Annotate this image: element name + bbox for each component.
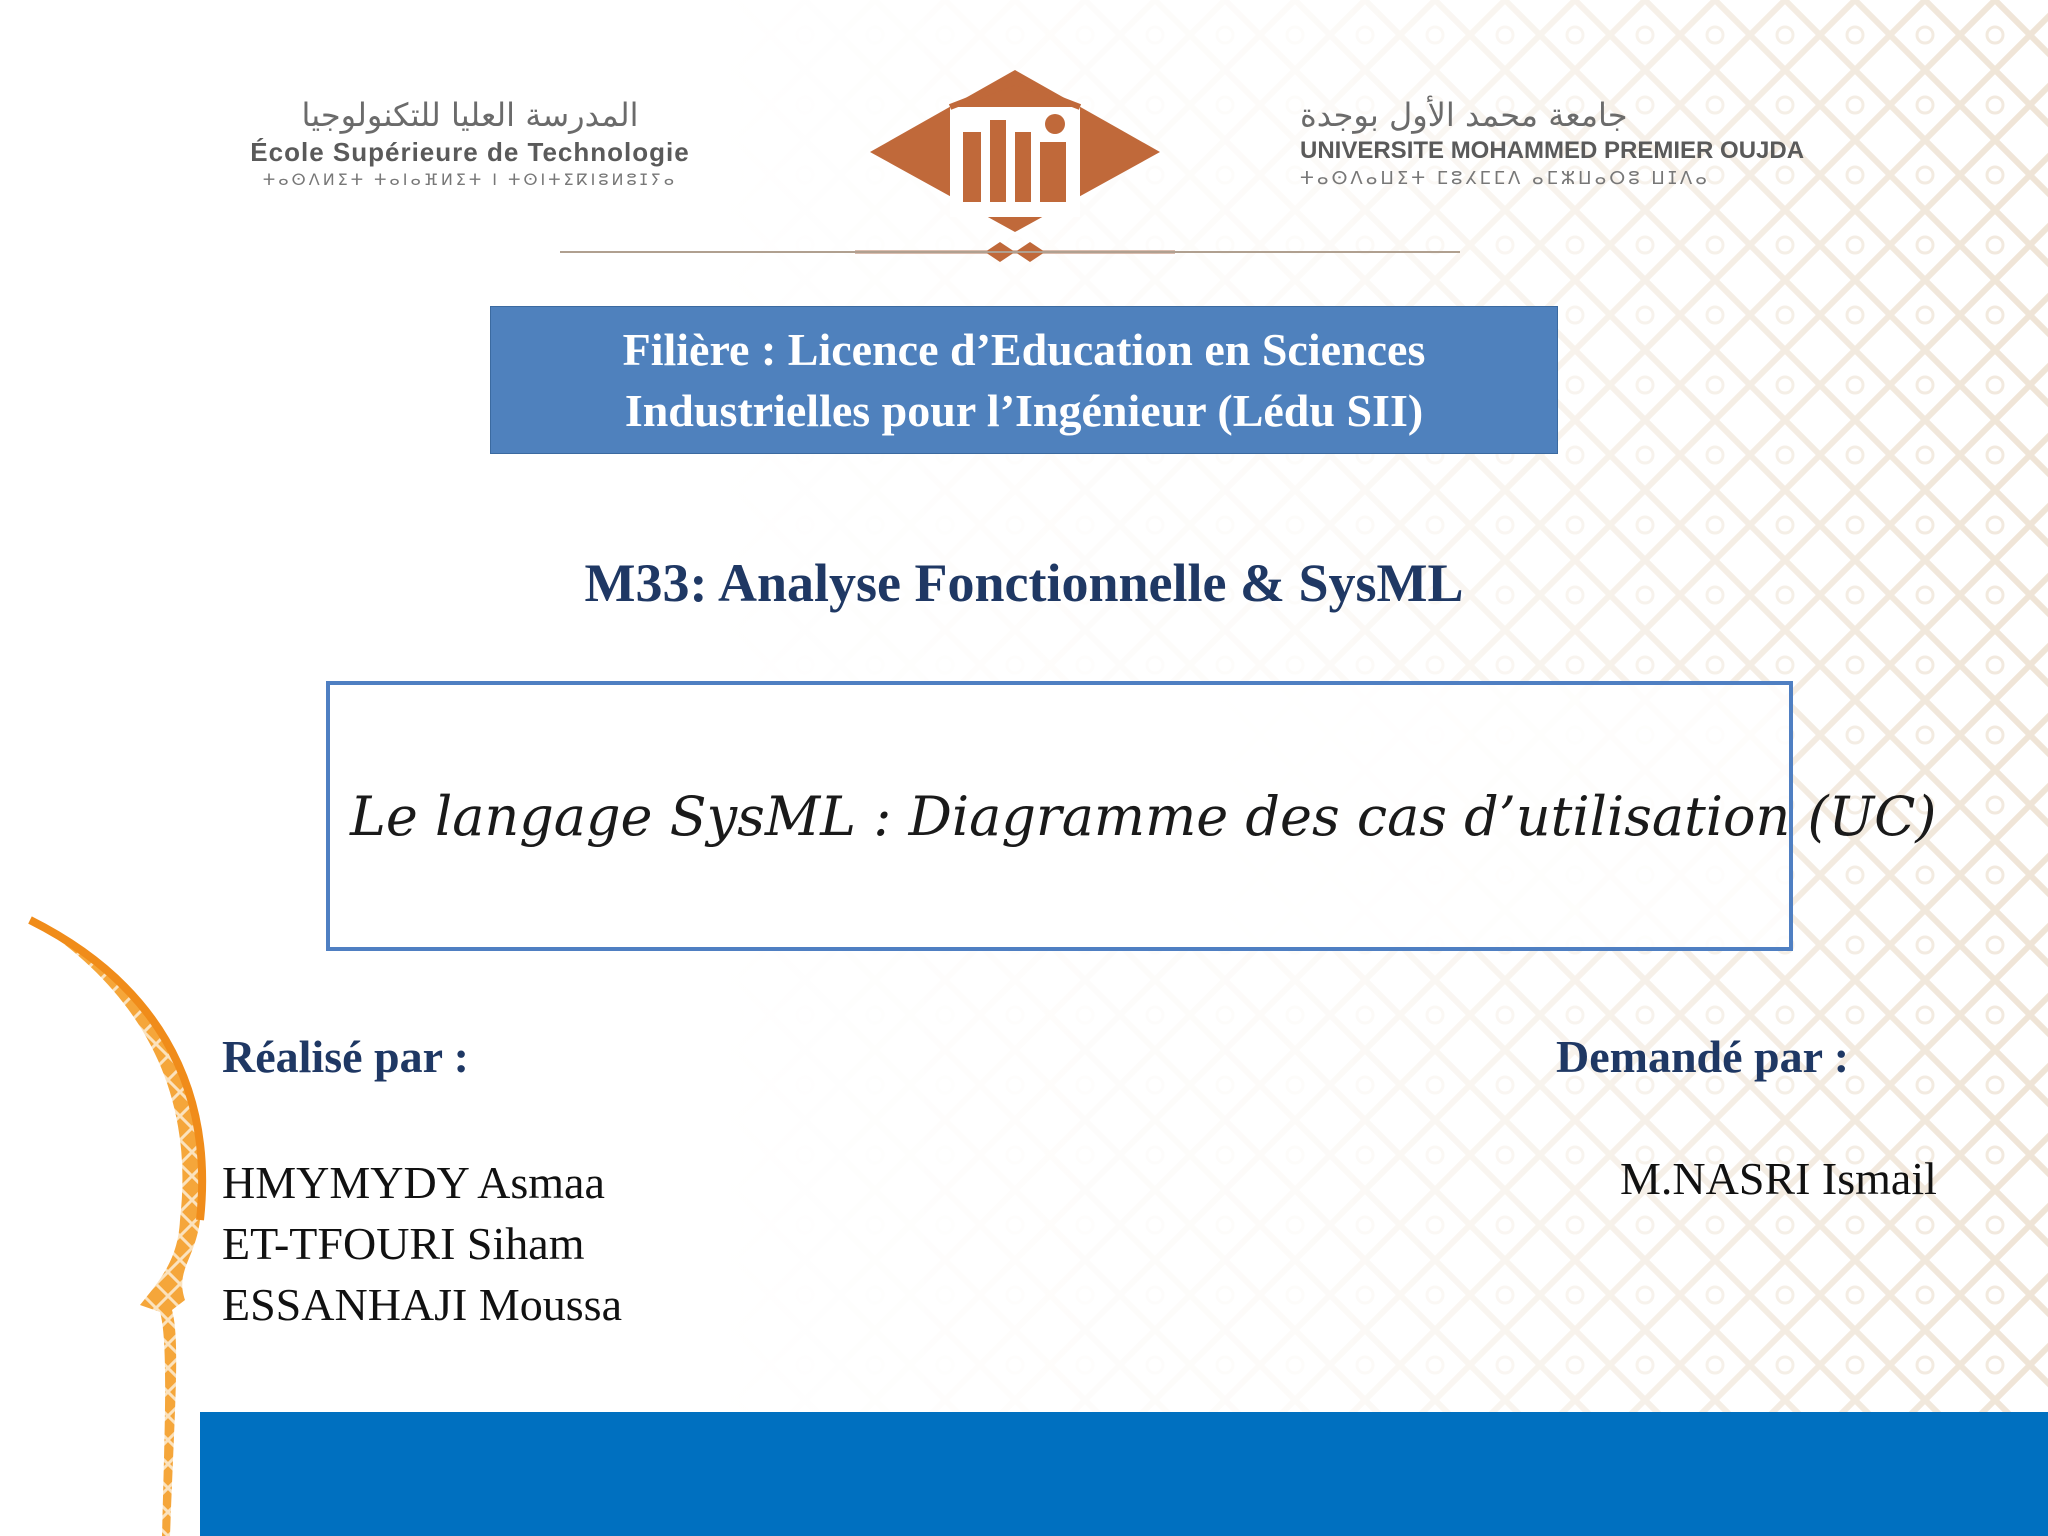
realise-par-label: Réalisé par : <box>222 1031 470 1082</box>
filiere-box <box>490 306 1558 454</box>
school-name-arabic: المدرسة العليا للتكنولوجيا <box>301 96 639 134</box>
author-name: HMYMYDY Asmaa <box>222 1157 605 1208</box>
subject-title: Le langage SysML : Diagramme des cas d’utilisation (UC) <box>350 785 1937 848</box>
authors-list <box>222 1152 622 1335</box>
university-emblem-icon <box>855 62 1175 272</box>
module-title: M33: Analyse Fonctionnelle & SysML <box>584 553 1464 613</box>
header-divider <box>560 245 1460 259</box>
school-name-tifinagh: ⵜⴰⵙⴷⵍⵉⵜ ⵜⴰⵏⴰⴼⵍⵉⵜ ⵏ ⵜⵙⵏⵜⵉⴽⵏⵓⵍⵓⵊⵢⴰ <box>262 170 678 189</box>
teacher-name: M.NASRI Ismail <box>1620 1153 1937 1204</box>
footer-band <box>200 1412 2048 1536</box>
university-name-arabic: جامعة محمد الأول بوجدة <box>1300 96 1628 134</box>
university-block <box>1300 95 1900 191</box>
filiere-line-2: Industrielles pour l’Ingénieur (Lédu SII) <box>624 385 1424 436</box>
author-name: ESSANHAJI Moussa <box>222 1279 622 1330</box>
filiere-line-1: Filière : Licence d’Education en Sciences <box>622 324 1426 375</box>
subject-box <box>326 681 1937 951</box>
university-name-french: UNIVERSITE MOHAMMED PREMIER OUJDA <box>1300 137 1805 164</box>
school-block <box>160 95 780 191</box>
demande-par-label: Demandé par : <box>1556 1031 1850 1082</box>
university-name-tifinagh: ⵜⴰⵙⴷⴰⵡⵉⵜ ⵎⵓⵃⵎⵎⴷ ⴰⵎⵣⵡⴰⵔⵓ ⵡⵊⴷⴰ <box>1300 168 1710 189</box>
decorative-arch <box>0 900 230 1536</box>
school-name-french: École Supérieure de Technologie <box>250 137 690 167</box>
author-name: ET-TFOURI Siham <box>222 1218 585 1269</box>
header <box>0 0 2048 280</box>
